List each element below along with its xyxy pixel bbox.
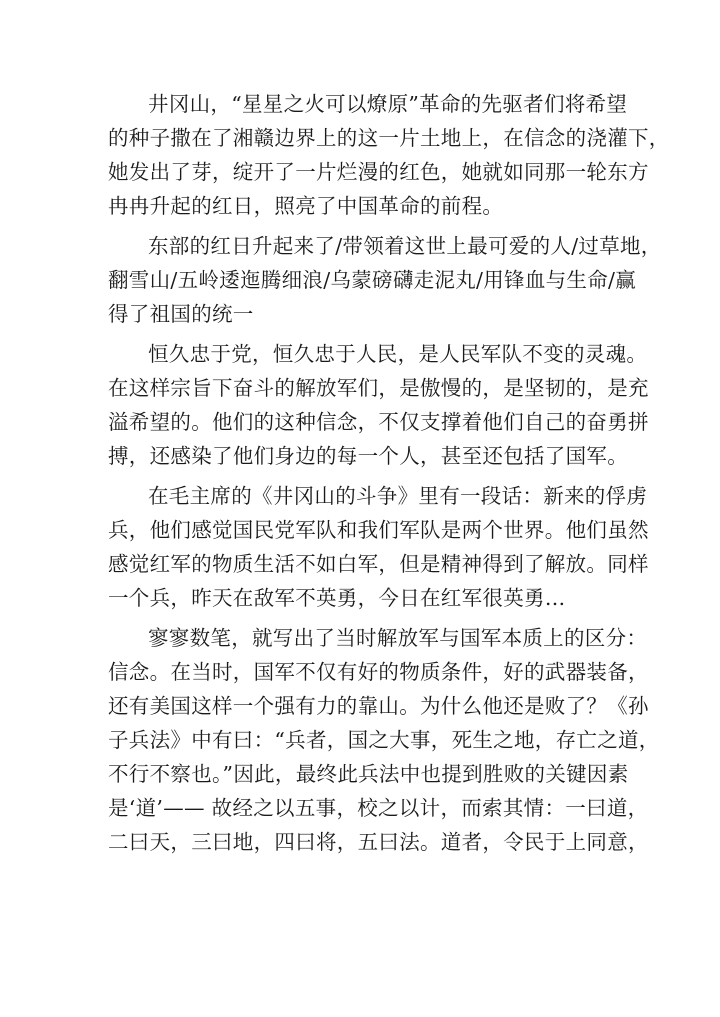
paragraph-3 xyxy=(108,337,649,473)
text-line: 寥寥数笔，就写出了当时解放军与国军本质上的区分： xyxy=(148,626,648,650)
text-line: 是‘道’—— 故经之以五事，校之以计，而索其情：一曰道， xyxy=(108,796,649,820)
text-line: 感觉红军的物质生活不如白军，但是精神得到了解放。同样 xyxy=(108,552,649,576)
text-line: 井冈山，“星星之火可以燎原”革命的先驱者们将希望 xyxy=(148,92,628,116)
text-line: 在这样宗旨下奋斗的解放军们，是傲慢的，是坚韧的，是充 xyxy=(108,376,649,400)
text-line: 翻雪山/五岭逶迤腾细浪/乌蒙磅礴走泥丸/用锋血与生命/赢 xyxy=(108,268,637,292)
text-line: 得了祖国的统一 xyxy=(108,302,254,326)
text-line: 不行不察也。”因此，最终此兵法中也提到胜败的关键因素 xyxy=(108,762,629,786)
document-body xyxy=(108,87,670,865)
text-line: 还有美国这样一个强有力的靠山。为什么他还是败了？《孙 xyxy=(108,694,649,718)
text-line: 兵，他们感觉国民党军队和我们军队是两个世界。他们虽然 xyxy=(108,518,649,542)
paragraph-5 xyxy=(108,621,660,859)
text-line: 冉冉升起的红日，照亮了中国革命的前程。 xyxy=(108,194,504,218)
text-line: 子兵法》中有曰：“兵者，国之大事，死生之地，存亡之道， xyxy=(108,728,660,752)
paragraph-1 xyxy=(108,87,670,223)
text-line: 溢希望的。他们的这种信念，不仅支撑着他们自己的奋勇拼 xyxy=(108,410,649,434)
text-line: 东部的红日升起来了/带领着这世上最可爱的人/过草地， xyxy=(148,234,662,258)
paragraph-4 xyxy=(108,479,649,615)
text-line: 恒久忠于党，恒久忠于人民，是人民军队不变的灵魂。 xyxy=(148,342,648,366)
text-line: 的种子撒在了湘赣边界上的这一片土地上，在信念的浇灌下， xyxy=(108,126,670,150)
text-line: 她发出了芽，绽开了一片烂漫的红色，她就如同那一轮东方 xyxy=(108,160,649,184)
text-line: 搏，还感染了他们身边的每一个人，甚至还包括了国军。 xyxy=(108,444,628,468)
text-line: 一个兵，昨天在敌军不英勇，今日在红军很英勇… xyxy=(108,586,566,610)
text-line: 信念。在当时，国军不仅有好的物质条件，好的武器装备， xyxy=(108,660,649,684)
paragraph-2 xyxy=(108,229,662,331)
text-line: 二曰天，三曰地，四曰将，五曰法。道者，令民于上同意， xyxy=(108,830,649,854)
text-line: 在毛主席的《井冈山的斗争》里有一段话：新来的俘虏 xyxy=(148,484,648,508)
